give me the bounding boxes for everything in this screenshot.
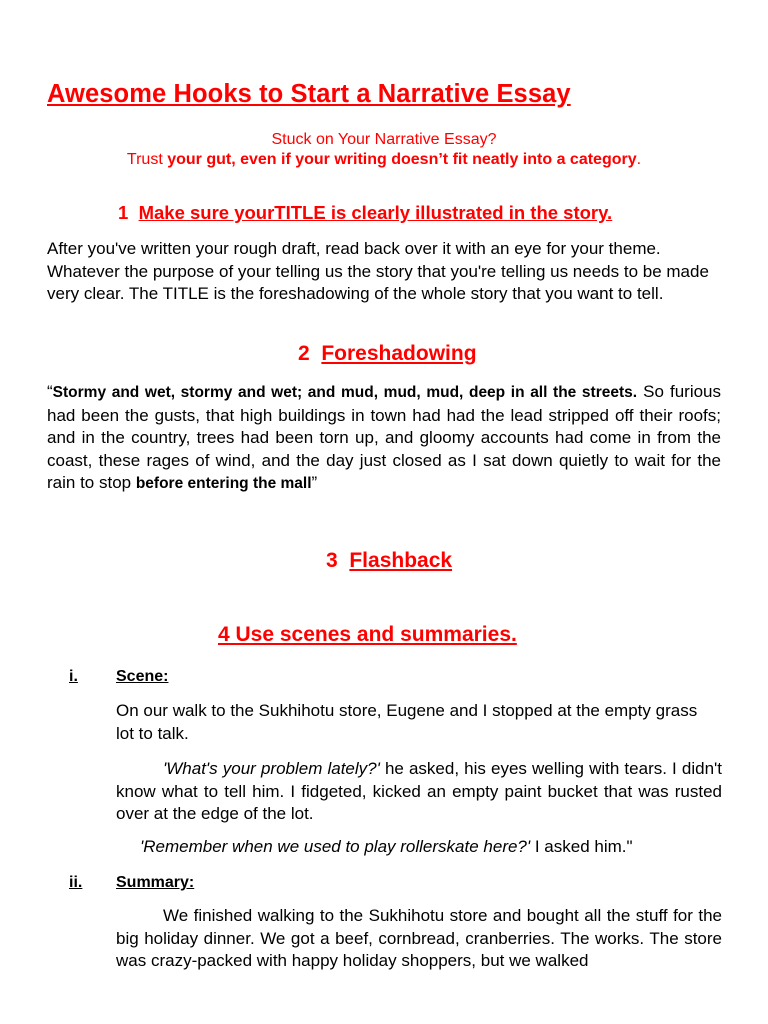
subtitle-line-2 <box>0 150 768 170</box>
section-2-number: 2 <box>298 342 310 365</box>
subtitle-line-1: Stuck on Your Narrative Essay? <box>271 131 497 148</box>
section-1-number: 1 <box>118 202 129 223</box>
quote-end-bold: before entering the mall <box>135 475 312 492</box>
scene-dialogue-question: 'What's your problem lately?' <box>163 759 380 778</box>
scene-paragraph-2 <box>116 758 722 826</box>
quote-close-mark: ” <box>311 473 318 492</box>
scene-dialogue-remember: 'Remember when we used to play rollerskate here?' <box>140 837 531 856</box>
quote-open-mark: “ <box>47 382 53 401</box>
summary-paragraph: We finished walking to the Sukhihotu store and bought all the stuff for the big holiday dinner. We got a beef, cornbread, cranberries. The works. The store was crazy-packed with happy holiday shoppers, but we walked <box>116 906 722 970</box>
list-marker-ii: ii. <box>69 874 83 891</box>
scene-paragraph-1: On our walk to the Sukhihotu store, Eugene and I stopped at the empty grass lot to talk. <box>116 701 698 743</box>
section-3-heading <box>326 549 452 573</box>
section-4-heading-text: 4 Use scenes and summaries. <box>218 623 517 646</box>
section-2-quote <box>47 381 721 496</box>
quote-lead: Stormy and wet, stormy and wet; and mud, mud, mud, deep in all the streets. <box>52 384 638 401</box>
subtitle-line-2-end: . <box>636 151 642 168</box>
scene-paragraph-2-rest: he asked, his eyes welling with tears. I didn't know what to tell him. I fidgeted, kicked an empty paint bucket that was rusted over at the edge of the lot. <box>116 759 722 823</box>
quote-middle: So furious had been the gusts, that high buildings in town had had the lead stripped off their roofs; and in the country, trees had been torn up, and gloomy accounts had come in from the coast, these rages of wind, and the day just closed as I sat down quietly to wait for the rain to stop <box>47 382 722 492</box>
list-marker-i: i. <box>69 668 78 685</box>
subtitle-line-2-plain: Trust <box>126 151 168 168</box>
scene-label: Scene: <box>116 668 169 685</box>
page-title: Awesome Hooks to Start a Narrative Essay <box>47 80 571 108</box>
section-1-heading <box>118 202 612 224</box>
section-2-heading-text: Foreshadowing <box>321 342 477 365</box>
scene-paragraph-3-rest: I asked him." <box>530 837 633 856</box>
summary-label: Summary: <box>116 874 195 891</box>
section-3-heading-text: Flashback <box>349 549 453 572</box>
scene-paragraph-3 <box>140 836 633 859</box>
section-3-number: 3 <box>326 549 338 572</box>
section-2-heading <box>298 342 477 366</box>
subtitle <box>0 130 768 170</box>
section-1-heading-text: Make sure yourTITLE is clearly illustrated in the story. <box>138 202 613 223</box>
subtitle-line-2-bold: your gut, even if your writing doesn’t fit neatly into a category <box>167 151 637 168</box>
section-1-body: After you've written your rough draft, read back over it with an eye for your theme. Whatever the purpose of your telling us the story that you're telling us needs to be made very clear. The TITLE is the foreshadowing of the whole story that you want to tell. <box>47 239 709 303</box>
section-4-heading <box>218 623 517 647</box>
